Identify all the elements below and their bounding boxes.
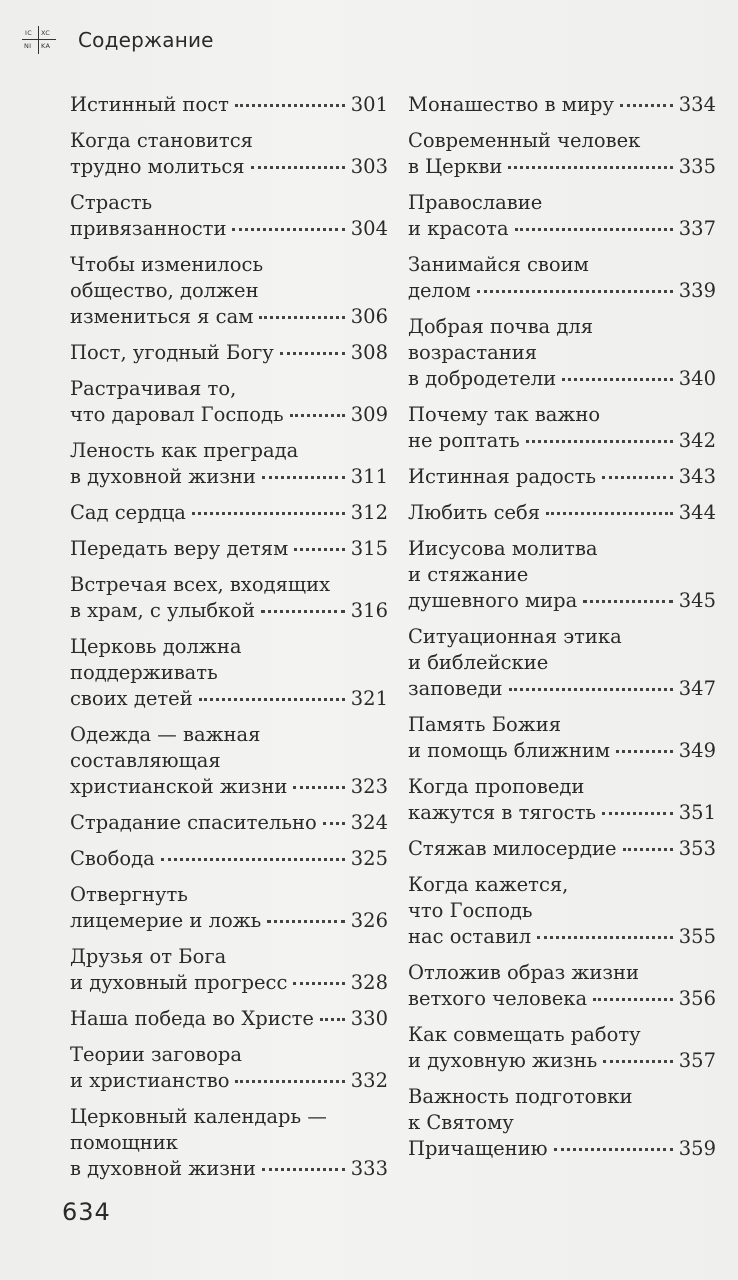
toc-entry-page-number: 326 — [350, 909, 388, 932]
toc-entry-page-number: 351 — [678, 801, 716, 824]
dot-leader — [554, 1148, 673, 1151]
toc-entry — [408, 872, 716, 950]
toc-entry-last-line — [70, 908, 388, 934]
toc-entry-title-line: в храм, с улыбкой — [70, 599, 256, 622]
toc-entry-title-line: общество, должен — [70, 279, 259, 302]
toc-entry-last-line — [408, 1136, 716, 1162]
toc-entry — [70, 810, 388, 836]
toc-entry-last-line — [408, 800, 716, 826]
toc-entry-last-line — [70, 774, 388, 800]
dot-leader — [262, 1168, 345, 1171]
toc-entry-title-line: измениться я сам — [70, 305, 254, 328]
toc-entry — [70, 536, 388, 562]
toc-entry-title-line: что даровал Господь — [70, 403, 284, 426]
dot-leader — [323, 822, 345, 825]
toc-entry-title-line: Наша победа во Христе — [70, 1007, 314, 1030]
toc-entry-page-number: 347 — [678, 677, 716, 700]
toc-entry-title-line: помощник — [70, 1131, 178, 1154]
dot-leader — [290, 414, 345, 417]
dot-leader — [562, 378, 673, 381]
toc-entry-title-line: Когда проповеди — [408, 775, 585, 798]
toc-entry — [408, 92, 716, 118]
toc-entry-page-number: 304 — [350, 217, 388, 240]
toc-entry-last-line — [408, 428, 716, 454]
toc-entry — [408, 314, 716, 392]
toc-entry-last-line — [408, 464, 716, 490]
toc-entry-title-line: Чтобы изменилось — [70, 253, 264, 276]
dot-leader — [526, 440, 673, 443]
toc-entry-last-line — [408, 366, 716, 392]
toc-entry-last-line — [70, 304, 388, 330]
toc-entry-title-line: Любить себя — [408, 501, 541, 524]
toc-entry-page-number: 309 — [350, 403, 388, 426]
toc-entry — [70, 846, 388, 872]
toc-entry-title-line: в добродетели — [408, 367, 557, 390]
dot-leader — [477, 290, 673, 293]
toc-entry-last-line — [70, 464, 388, 490]
toc-entry-title-line: и стяжание — [408, 563, 529, 586]
toc-entry — [408, 774, 716, 826]
toc-entry-title-line: Церковь должна — [70, 635, 242, 658]
toc-entry-last-line — [70, 154, 388, 180]
toc-entry-title-line: Леность как преграда — [70, 439, 299, 462]
dot-leader — [293, 982, 344, 985]
toc-entry — [408, 128, 716, 180]
toc-entry — [70, 128, 388, 180]
toc-entry — [70, 376, 388, 428]
toc-entry — [408, 190, 716, 242]
toc-entry-last-line — [70, 810, 388, 836]
toc-entry-last-line — [408, 278, 716, 304]
toc-entry-page-number: 332 — [350, 1069, 388, 1092]
toc-entry-page-number: 333 — [350, 1157, 388, 1180]
toc-entry-last-line — [70, 598, 388, 624]
toc-entry-last-line — [408, 986, 716, 1012]
dot-leader — [232, 228, 344, 231]
dot-leader — [320, 1018, 345, 1021]
toc-entry-page-number: 312 — [350, 501, 388, 524]
toc-entry-title-line: в духовной жизни — [70, 465, 256, 488]
dot-leader — [293, 786, 344, 789]
toc-entry-title-line: Важность подготовки — [408, 1085, 633, 1108]
toc-entry — [70, 340, 388, 366]
toc-entry-last-line — [70, 1068, 388, 1094]
toc-entry-title-line: что Господь — [408, 899, 533, 922]
toc-entry-title-line: в духовной жизни — [70, 1157, 256, 1180]
toc-entry-title-line: христианской жизни — [70, 775, 288, 798]
toc-entry-title-line: ветхого человека — [408, 987, 588, 1010]
toc-entry-last-line — [70, 1006, 388, 1032]
toc-entry-last-line — [408, 836, 716, 862]
toc-entry-title-line: Теории заговора — [70, 1043, 243, 1066]
toc-entry-title-line: Иисусова молитва — [408, 537, 598, 560]
toc-entry-title-line: и красота — [408, 217, 509, 240]
toc-entry-title-line: заповеди — [408, 677, 503, 700]
toc-entry — [408, 536, 716, 614]
toc-entry-title-line: не роптать — [408, 429, 520, 452]
toc-entry-last-line — [408, 676, 716, 702]
toc-entry-page-number: 357 — [678, 1049, 716, 1072]
toc-entry-page-number: 339 — [678, 279, 716, 302]
toc-entry-last-line — [408, 1048, 716, 1074]
dot-leader — [620, 104, 673, 107]
toc-entry-title-line: Монашество в миру — [408, 93, 614, 116]
toc-entry-title-line: и библейские — [408, 651, 549, 674]
toc-entry-last-line — [408, 216, 716, 242]
page-number: 634 — [62, 1198, 111, 1226]
toc-entry-title-line: поддерживать — [70, 661, 218, 684]
toc-entry-page-number: 324 — [350, 811, 388, 834]
toc-entry-title-line: Передать веру детям — [70, 537, 289, 560]
toc-entry-title-line: Истинная радость — [408, 465, 597, 488]
toc-entry-page-number: 321 — [350, 687, 388, 710]
toc-entry-page-number: 315 — [350, 537, 388, 560]
toc-entry — [70, 882, 388, 934]
toc-entry-title-line: привязанности — [70, 217, 227, 240]
toc-entry-title-line: Страдание спасительно — [70, 811, 317, 834]
toc-entry-title-line: Когда становится — [70, 129, 253, 152]
toc-entry-title-line: к Святому — [408, 1111, 514, 1134]
toc-entry-title-line: Друзья от Бога — [70, 945, 227, 968]
toc-entry-last-line — [70, 340, 388, 366]
page-header — [22, 22, 214, 58]
toc-entry-page-number: 303 — [350, 155, 388, 178]
toc-entry-title-line: возрастания — [408, 341, 538, 364]
dot-leader — [280, 352, 345, 355]
toc-entry-title-line: Память Божия — [408, 713, 562, 736]
toc-entry-title-line: Церковный календарь — — [70, 1105, 327, 1128]
page-title: Содержание — [78, 28, 214, 52]
toc-entry-page-number: 311 — [350, 465, 388, 488]
dot-leader — [235, 1080, 344, 1083]
toc-entry-page-number: 308 — [350, 341, 388, 364]
ic-xc-nika-cross-icon: IC XC NI KA — [22, 26, 56, 54]
toc-entry-title-line: Как совмещать работу — [408, 1023, 641, 1046]
toc-entry-title-line: Страсть — [70, 191, 153, 214]
toc-entry — [408, 624, 716, 702]
toc-entry-last-line — [408, 738, 716, 764]
toc-entry-title-line: Когда кажется, — [408, 873, 569, 896]
toc-entry — [408, 500, 716, 526]
toc-entry-page-number: 330 — [350, 1007, 388, 1030]
toc-entry — [70, 1104, 388, 1182]
toc-entry — [70, 500, 388, 526]
toc-entry-last-line — [70, 216, 388, 242]
toc-entry-title-line: Отложив образ жизни — [408, 961, 640, 984]
toc-entry-title-line: Добрая почва для — [408, 315, 594, 338]
toc-entry — [70, 722, 388, 800]
toc-entry-title-line: Современный человек — [408, 129, 641, 152]
toc-entry-title-line: Встречая всех, входящих — [70, 573, 331, 596]
dot-leader — [262, 476, 345, 479]
toc-entry-page-number: 355 — [678, 925, 716, 948]
toc-entry-page-number: 323 — [350, 775, 388, 798]
toc-entry-title-line: составляющая — [70, 749, 221, 772]
toc-entry — [408, 1084, 716, 1162]
toc-entry-title-line: Причащению — [408, 1137, 548, 1160]
toc-entry-page-number: 325 — [350, 847, 388, 870]
toc-entry-title-line: в Церкви — [408, 155, 503, 178]
toc-entry-last-line — [408, 924, 716, 950]
toc-entry-title-line: и духовный прогресс — [70, 971, 288, 994]
toc-entry-last-line — [408, 92, 716, 118]
toc-entry-last-line — [408, 588, 716, 614]
toc-entry-last-line — [70, 970, 388, 996]
toc-entry-last-line — [70, 92, 388, 118]
toc-entry-title-line: своих детей — [70, 687, 193, 710]
toc-entry-page-number: 353 — [678, 837, 716, 860]
toc-entry-title-line: Почему так важно — [408, 403, 601, 426]
dot-leader — [294, 548, 344, 551]
toc-entry-title-line: Свобода — [70, 847, 155, 870]
toc-entry — [70, 92, 388, 118]
dot-leader — [616, 750, 673, 753]
toc-entry-page-number: 316 — [350, 599, 388, 622]
toc-entry-page-number: 301 — [350, 93, 388, 116]
toc-entry-last-line — [70, 1156, 388, 1182]
toc-entry-title-line: делом — [408, 279, 471, 302]
toc-entry-title-line: Занимайся своим — [408, 253, 589, 276]
toc-entry — [70, 190, 388, 242]
toc-entry — [408, 464, 716, 490]
toc-entry-page-number: 335 — [678, 155, 716, 178]
toc-entry-title-line: трудно молиться — [70, 155, 245, 178]
toc-entry-page-number: 306 — [350, 305, 388, 328]
dot-leader — [623, 848, 673, 851]
toc-entry-title-line: и помощь ближним — [408, 739, 611, 762]
toc-entry-title-line: кажутся в тягость — [408, 801, 596, 824]
toc-column-right — [408, 92, 716, 1172]
toc-entry — [408, 836, 716, 862]
toc-entry-last-line — [408, 154, 716, 180]
toc-entry — [408, 252, 716, 304]
toc-entry-title-line: нас оставил — [408, 925, 532, 948]
toc-entry — [70, 944, 388, 996]
toc-entry-page-number: 345 — [678, 589, 716, 612]
dot-leader — [235, 104, 345, 107]
toc-entry — [70, 1006, 388, 1032]
toc-entry-last-line — [70, 846, 388, 872]
toc-entry — [408, 402, 716, 454]
dot-leader — [161, 858, 345, 861]
dot-leader — [508, 166, 672, 169]
dot-leader — [199, 698, 345, 701]
toc-entry-page-number: 340 — [678, 367, 716, 390]
toc-entry-title-line: Одежда — важная — [70, 723, 261, 746]
toc-entry-page-number: 344 — [678, 501, 716, 524]
toc-entry-last-line — [70, 402, 388, 428]
dot-leader — [537, 936, 673, 939]
toc-entry-page-number: 359 — [678, 1137, 716, 1160]
dot-leader — [509, 688, 673, 691]
dot-leader — [593, 998, 673, 1001]
dot-leader — [267, 920, 344, 923]
toc-entry-page-number: 349 — [678, 739, 716, 762]
toc-entry-title-line: Отвергнуть — [70, 883, 188, 906]
toc-entry-page-number: 343 — [678, 465, 716, 488]
toc-entry — [70, 438, 388, 490]
dot-leader — [515, 228, 673, 231]
toc-entry — [408, 1022, 716, 1074]
toc-entry-page-number: 337 — [678, 217, 716, 240]
toc-entry-last-line — [408, 500, 716, 526]
dot-leader — [603, 1060, 673, 1063]
dot-leader — [602, 476, 673, 479]
dot-leader — [602, 812, 673, 815]
dot-leader — [261, 610, 345, 613]
dot-leader — [192, 512, 345, 515]
toc-entry-page-number: 356 — [678, 987, 716, 1010]
toc-entry-last-line — [70, 686, 388, 712]
toc-entry — [408, 960, 716, 1012]
toc-entry — [70, 634, 388, 712]
dot-leader — [546, 512, 673, 515]
toc-entry-page-number: 342 — [678, 429, 716, 452]
toc-entry-title-line: Истинный пост — [70, 93, 229, 116]
toc-entry-title-line: Ситуационная этика — [408, 625, 622, 648]
dot-leader — [259, 316, 344, 319]
toc-entry-page-number: 328 — [350, 971, 388, 994]
toc-entry-title-line: и христианство — [70, 1069, 230, 1092]
toc-entry-title-line: лицемерие и ложь — [70, 909, 262, 932]
toc-entry-title-line: Сад сердца — [70, 501, 186, 524]
toc-entry-title-line: Пост, угодный Богу — [70, 341, 274, 364]
toc-entry-last-line — [70, 536, 388, 562]
toc-entry — [70, 1042, 388, 1094]
toc-entry-page-number: 334 — [678, 93, 716, 116]
toc-column-left — [70, 92, 388, 1192]
toc-entry — [408, 712, 716, 764]
toc-entry — [70, 252, 388, 330]
toc-entry-title-line: Растрачивая то, — [70, 377, 237, 400]
dot-leader — [583, 600, 672, 603]
toc-entry-title-line: душевного мира — [408, 589, 578, 612]
toc-entry-last-line — [70, 500, 388, 526]
dot-leader — [251, 166, 345, 169]
toc-entry-title-line: и духовную жизнь — [408, 1049, 598, 1072]
toc-entry-title-line: Православие — [408, 191, 543, 214]
toc-entry-title-line: Стяжав милосердие — [408, 837, 617, 860]
toc-entry — [70, 572, 388, 624]
